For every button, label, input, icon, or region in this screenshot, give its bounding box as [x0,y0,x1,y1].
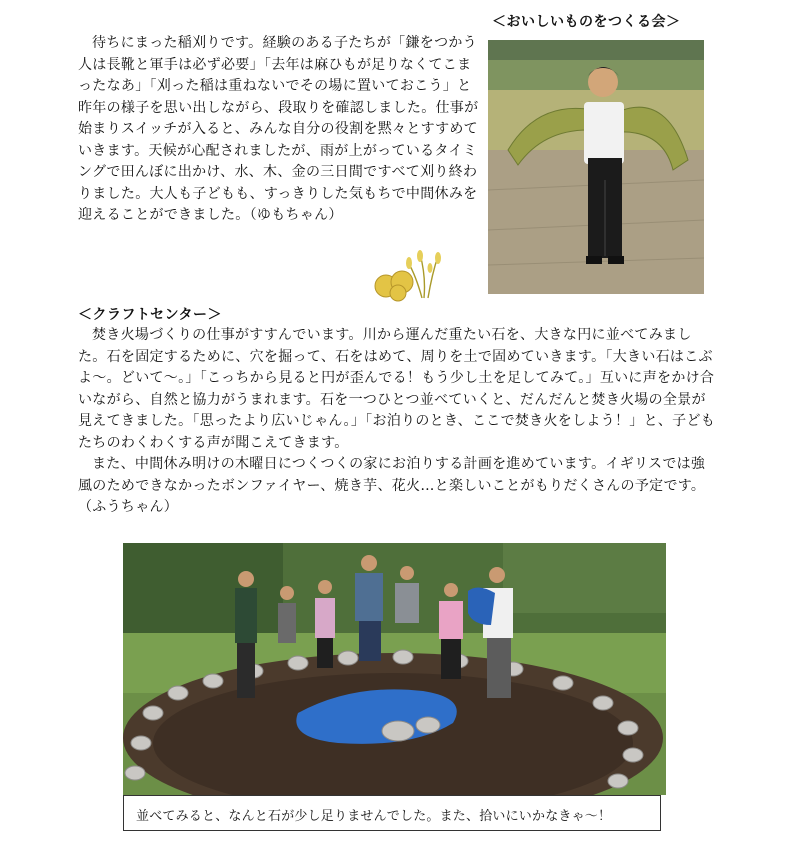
section-heading-craft-center: ＜クラフトセンター＞ [78,307,223,323]
photo-boy-with-rice [488,40,704,294]
section-heading-oishii: ＜おいしいものをつくる会＞ [492,14,681,30]
craft-paragraph-1: 焚き火場づくりの仕事がすすんでいます。川から運んだ重たい石を、大きな円に並べてみました。石を固定するために、穴を掘って、石をはめて、周りを土で固めていきます。「大きい石はこぶよ〜。どいて〜。」「こっちから見ると円が歪んでる！もう少し土を足してみて。」互いに声をかけ合いながら、自然と協力がうまれます。石を一つひとつ並べていくと、だんだんと焚き火場の全景が見えてきました。「思ったより広いじゃん。」「お泊りのとき、ここで焚き火をしよう！」と、子どもたちのわくわくする声が聞こえてきます。 [78,327,716,451]
craft-paragraph-2: また、中間休み明けの木曜日につくつくの家にお泊りする計画を進めています。イギリスでは強風のためできなかったボンファイヤー、焼き芋、花火…と楽しいことがもりだくさんの予定です。（ふうちゃん） [78,456,706,515]
photo-caption: 並べてみると、なんと石が少し足りませんでした。また、拾いにいかなきゃ〜！ [123,795,661,831]
section-body-rice-harvest: 待ちにまった稲刈りです。経験のある子たちが「鎌をつかう人は長靴と軍手は必ず必要」「去年は麻ひもが足りなくてこまったなあ」「刈った稲は重ねないでその場に置いておこう」と昨年の様子を思い出しながら、段取りを確認しました。仕事が始まりスイッチが入ると、みんな自分の役割を黙々とすすめていきます。天候が心配されましたが、雨が上がっているタイミングで田んぼに出かけ、水、木、金の三日間ですべて刈り終わりました。大人も子どもも、すっきりした気もちで中間休みを迎えることができました。（ゆもちゃん） [78,35,479,223]
rice-bundle-icon [372,246,448,302]
section-body-craft-center [78,325,718,519]
photo-fire-pit-children [123,543,666,795]
